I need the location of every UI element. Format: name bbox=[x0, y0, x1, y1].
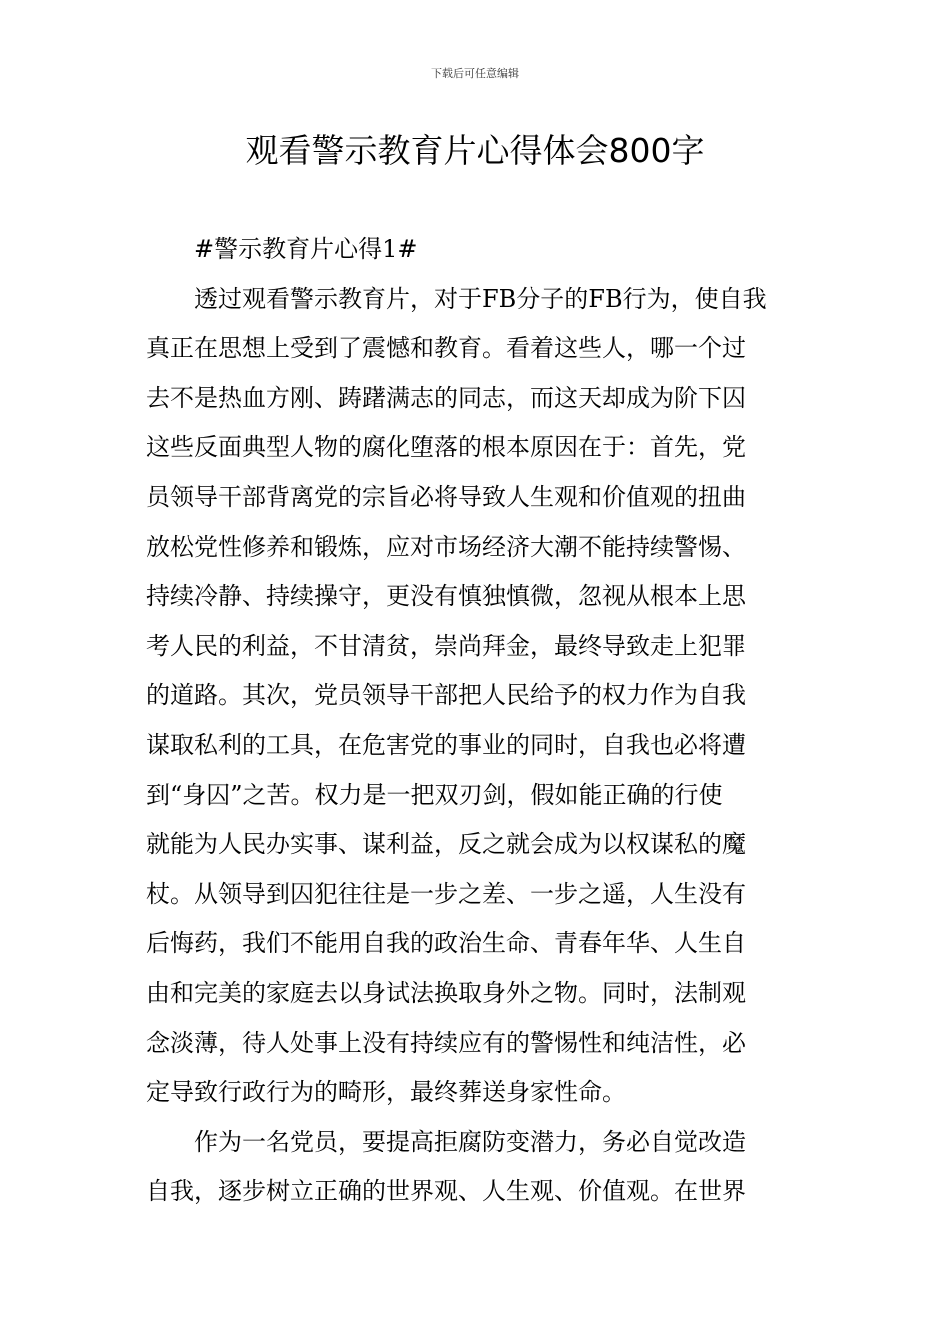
paragraph-2 bbox=[146, 1118, 806, 1217]
paragraph-1 bbox=[146, 275, 806, 1118]
document-title: 观看警示教育片心得体会800字 bbox=[245, 131, 705, 170]
paragraph-line: 考人民的利益，不甘清贫，崇尚拜金，最终导致走上犯罪 bbox=[146, 631, 746, 660]
paragraph-line: 就能为人民办实事、谋利益，反之就会成为以权谋私的魔 bbox=[146, 830, 746, 859]
document-body bbox=[146, 225, 806, 1217]
paragraph-line: 谋取私利的工具，在危害党的事业的同时，自我也必将遭 bbox=[146, 730, 746, 759]
section-heading: #警示教育片心得1# bbox=[194, 235, 418, 263]
paragraph-line: 念淡薄，待人处事上没有持续应有的警惕性和纯洁性，必 bbox=[146, 1028, 746, 1057]
paragraph-line: 放松党性修养和锻炼，应对市场经济大潮不能持续警惕、 bbox=[146, 532, 746, 561]
paragraph-line: 这些反面典型人物的腐化堕落的根本原因在于：首先，党 bbox=[146, 433, 746, 462]
paragraph-line: 员领导干部背离党的宗旨必将导致人生观和价值观的扭曲 bbox=[146, 482, 746, 511]
paragraph-line: 杖。从领导到囚犯往往是一步之差、一步之遥，人生没有 bbox=[146, 879, 746, 908]
paragraph-line: 持续冷静、持续操守，更没有慎独慎微，忽视从根本上思 bbox=[146, 582, 746, 611]
paragraph-line: 自我，逐步树立正确的世界观、人生观、价值观。在世界 bbox=[146, 1177, 746, 1206]
paragraph-line: 透过观看警示教育片，对于FB分子的FB行为，使自我 bbox=[194, 284, 767, 313]
paragraph-line: 后悔药，我们不能用自我的政治生命、青春年华、人生自 bbox=[146, 929, 746, 958]
paragraph-line: 真正在思想上受到了震憾和教育。看着这些人，哪一个过 bbox=[146, 334, 746, 363]
header-note: 下载后可任意编辑 bbox=[431, 67, 519, 80]
paragraph-line: 的道路。其次，党员领导干部把人民给予的权力作为自我 bbox=[146, 681, 746, 710]
paragraph-line: 到“身囚”之苦。权力是一把双刃剑，假如能正确的行使 bbox=[146, 780, 723, 809]
paragraph-line: 定导致行政行为的畸形，最终葬送身家性命。 bbox=[146, 1078, 626, 1107]
paragraph-line: 作为一名党员，要提高拒腐防变潜力，务必自觉改造 bbox=[194, 1127, 746, 1156]
paragraph-line: 去不是热血方刚、踌躇满志的同志，而这天却成为阶下囚 bbox=[146, 383, 746, 412]
paragraph-line: 由和完美的家庭去以身试法换取身外之物。同时，法制观 bbox=[146, 978, 746, 1007]
